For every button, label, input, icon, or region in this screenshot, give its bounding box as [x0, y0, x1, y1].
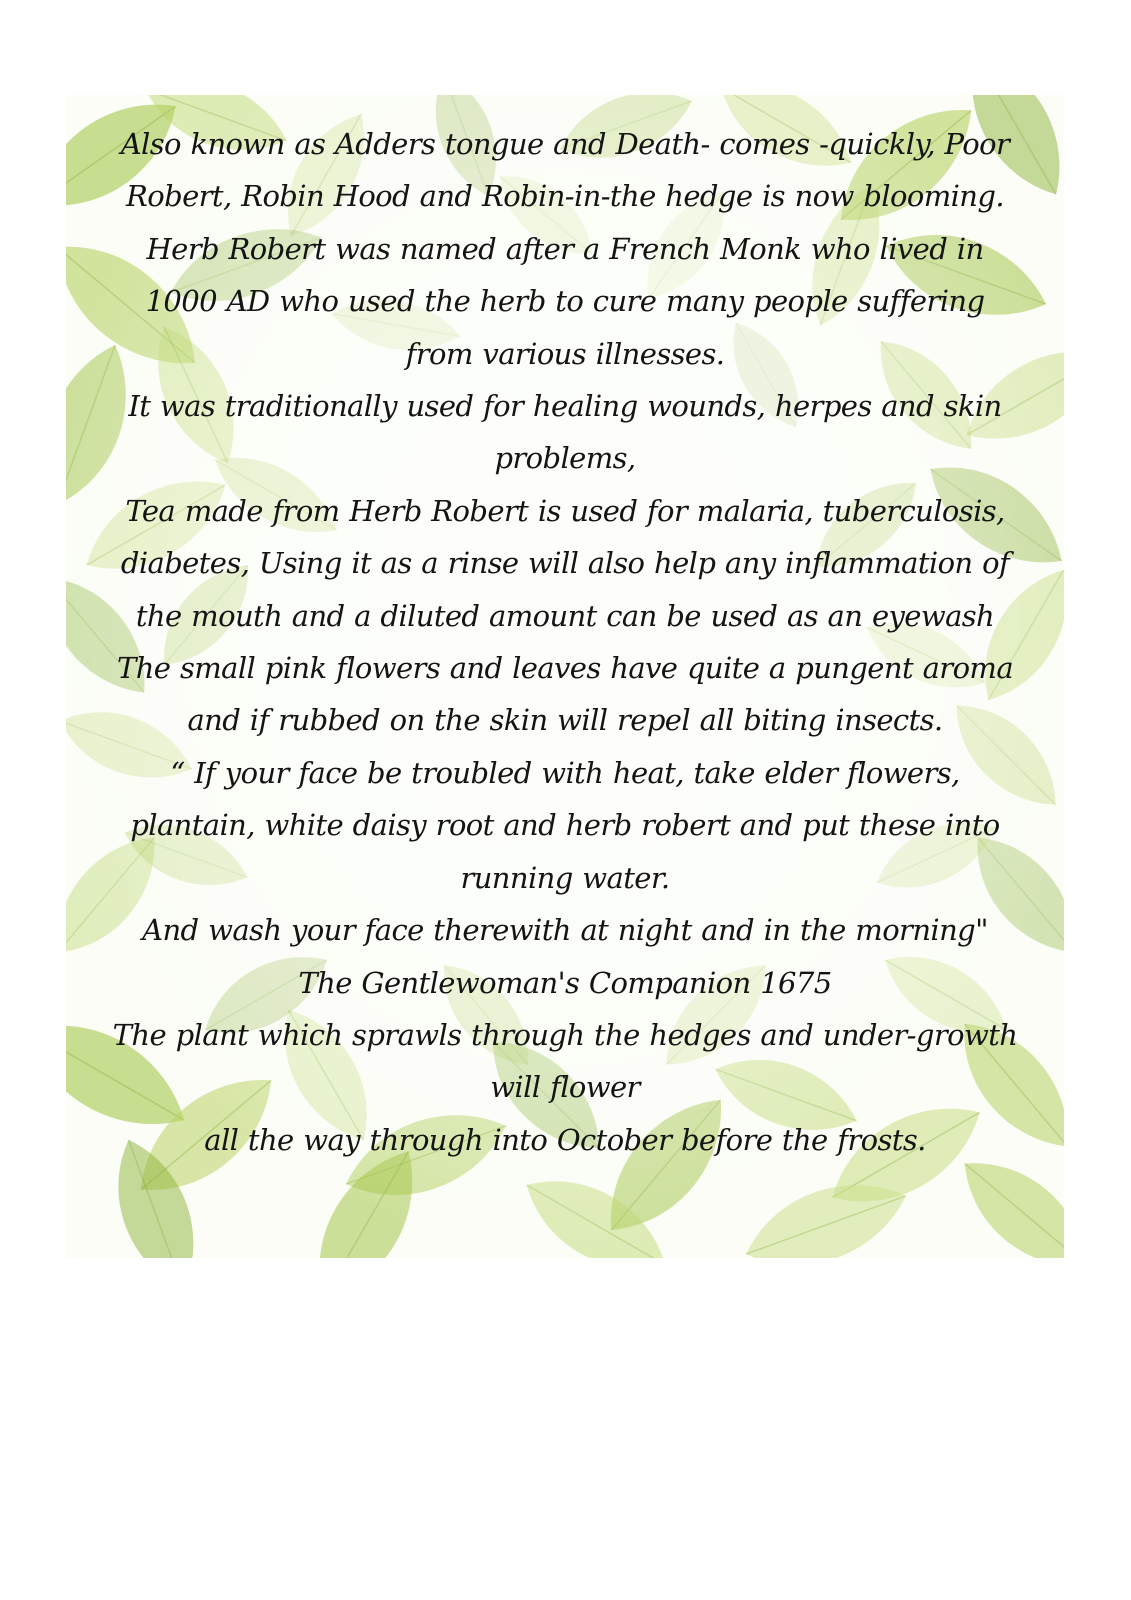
article-text [112, 118, 1018, 1166]
quote-source: The Gentlewoman's Companion 1675 [298, 965, 832, 1000]
paragraph-traditional-use: It was traditionally used for healing wounds, herpes and skin problems, [128, 389, 1002, 476]
paragraph-quote: “ If your face be troubled with heat, take elder flowers, plantain, white daisy root and herb robert and put these into running water. [130, 755, 1000, 895]
paragraph-plant-growth: The plant which sprawls through the hedges and under-growth will flower [112, 1017, 1018, 1105]
paragraph-quote-end: And wash your face therewith at night and in the morning" [142, 913, 988, 948]
paragraph-intro: Also known as Adders tongue and Death- comes -quickly, Poor Robert, Robin Hood and Robin-in-the hedge is now blooming. Herb Robert was named after a French Monk who lived in 1000 AD who used the herb to cure many people suffering from various illnesses. [120, 127, 1010, 371]
paragraph-flowering-season: all the way through into October before the frosts. [204, 1122, 926, 1157]
paragraph-tea-uses: Tea made from Herb Robert is used for malaria, tuberculosis, diabetes, Using it as a rinse will also help any inflammation of the mouth and a diluted amount can be used as an eyewash The small pink flowers and leaves have quite a pungent aroma and if rubbed on the skin will repel all biting insects. [116, 493, 1014, 738]
